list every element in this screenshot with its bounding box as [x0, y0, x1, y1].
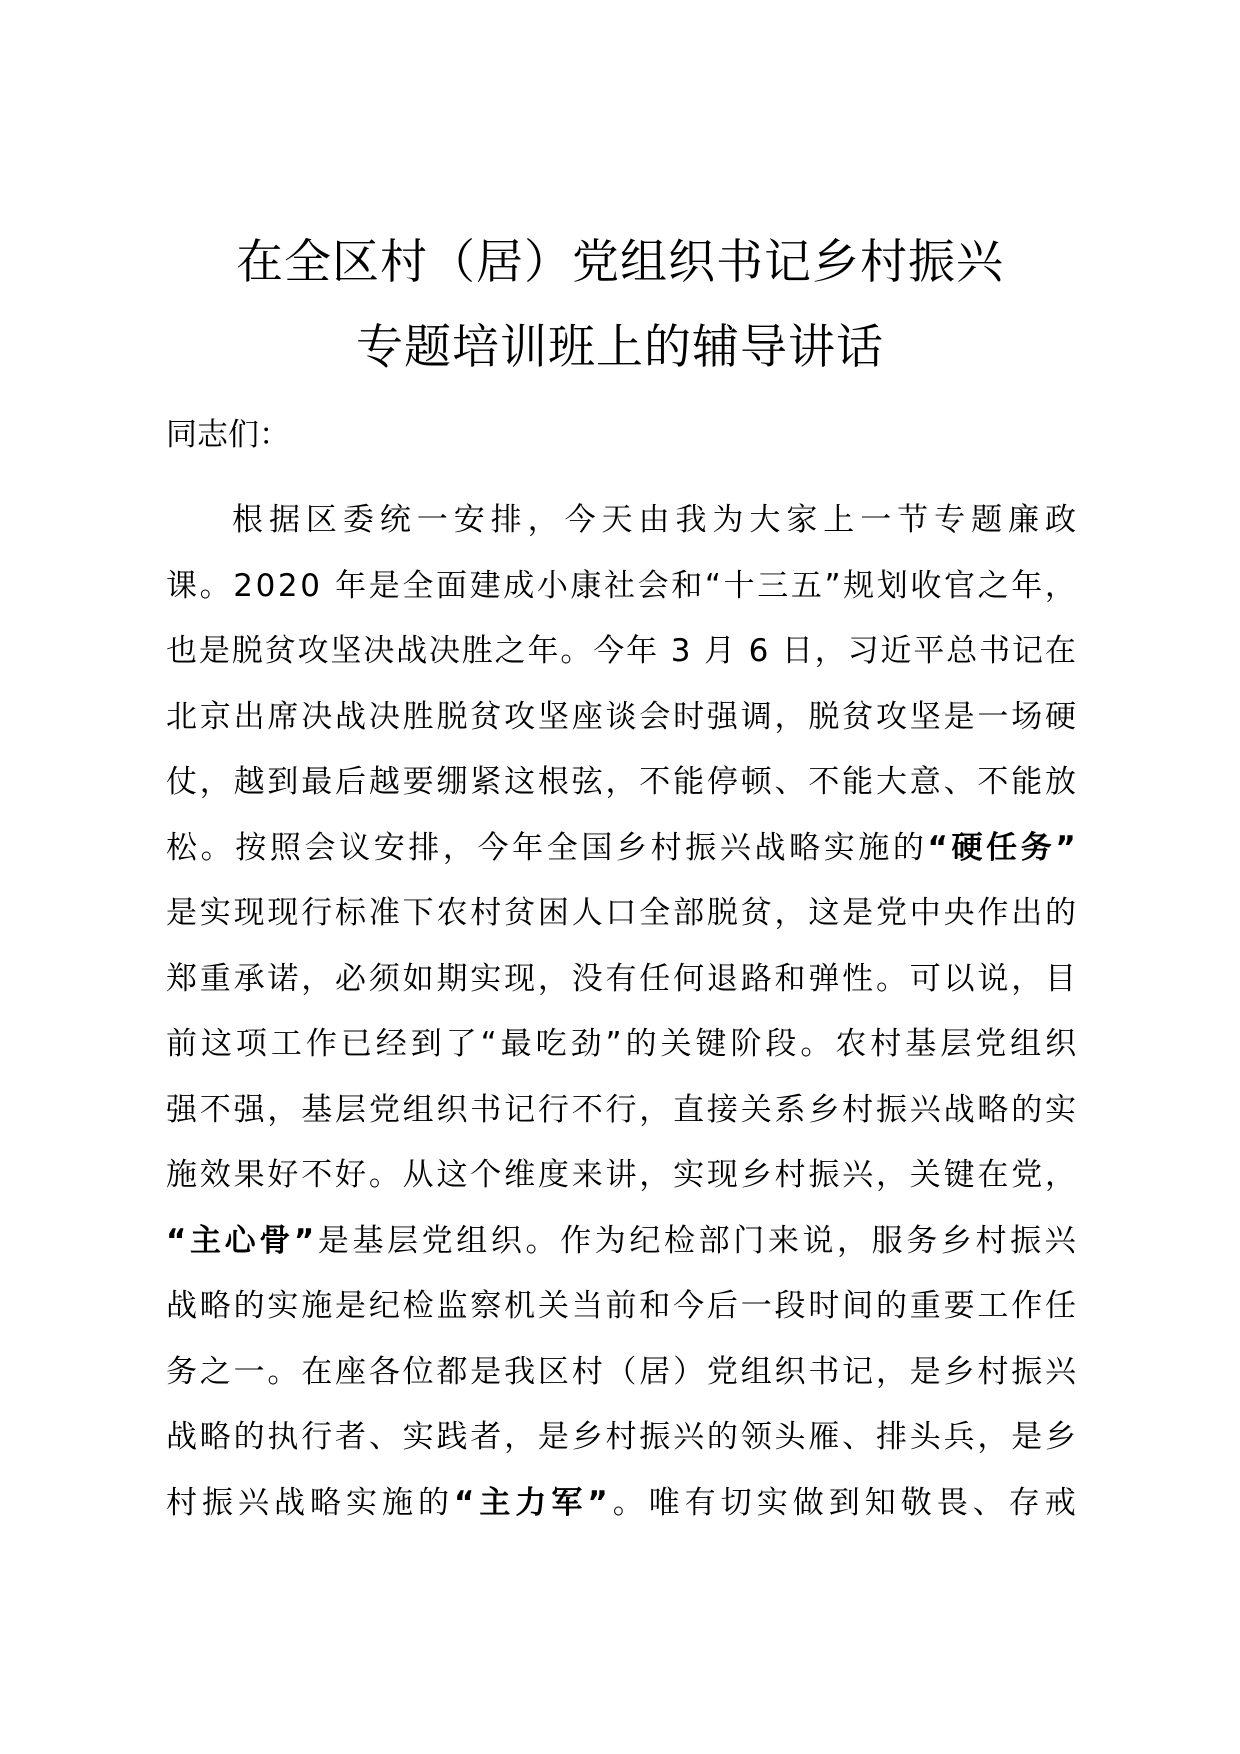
emphasized-term: “主心骨” [166, 1222, 318, 1259]
body-paragraph [166, 495, 1082, 1543]
body-line: “主心骨”是基层党组织。作为纪检部门来说，服务乡村振兴 [166, 1222, 1080, 1259]
salutation: 同志们： [166, 417, 290, 453]
body-line: 前这项工作已经到了“最吃劲”的关键阶段。农村基层党组织 [166, 1026, 1081, 1062]
body-line: 战略的执行者、实践者，是乡村振兴的领头雁、排头兵，是乡 [166, 1419, 1079, 1455]
emphasized-term: “硬任务” [927, 829, 1080, 866]
body-line: 务之一。在座各位都是我区村（居）党组织书记，是乡村振兴 [166, 1353, 1079, 1390]
document-title-line-1: 在全区村（居）党组织书记乡村振兴 [236, 235, 1004, 290]
body-line: 课。2020 年是全面建成小康社会和“十三五”规划收官之年， [166, 567, 1079, 604]
body-line: 松。按照会议安排，今年全国乡村振兴战略实施的“硬任务” [166, 829, 1080, 866]
body-line: 强不强，基层党组织书记行不行，直接关系乡村振兴战略的实 [166, 1091, 1079, 1128]
body-line: 根据区委统一安排，今天由我为大家上一节专题廉政 [232, 502, 1082, 538]
document-title-line-2: 专题培训班上的辅导讲话 [356, 320, 884, 375]
body-line: 仗，越到最后越要绷紧这根弦，不能停顿、不能大意、不能放 [166, 764, 1079, 800]
body-line: 施效果好不好。从这个维度来讲，实现乡村振兴，关键在党， [166, 1157, 1079, 1193]
emphasized-term: “主力军” [454, 1484, 613, 1521]
body-line: 是实现现行标准下农村贫困人口全部脱贫，这是党中央作出的 [166, 895, 1079, 931]
body-line: 也是脱贫攻坚决战决胜之年。今年 3 月 6 日，习近平总书记在 [166, 633, 1078, 669]
body-line: 村振兴战略实施的“主力军”。唯有切实做到知敬畏、存戒 [166, 1484, 1081, 1521]
body-line: 北京出席决战决胜脱贫攻坚座谈会时强调，脱贫攻坚是一场硬 [166, 698, 1079, 735]
body-line: 郑重承诺，必须如期实现，没有任何退路和弹性。可以说，目 [166, 960, 1079, 997]
body-line: 战略的实施是纪检监察机关当前和今后一段时间的重要工作任 [166, 1288, 1079, 1324]
